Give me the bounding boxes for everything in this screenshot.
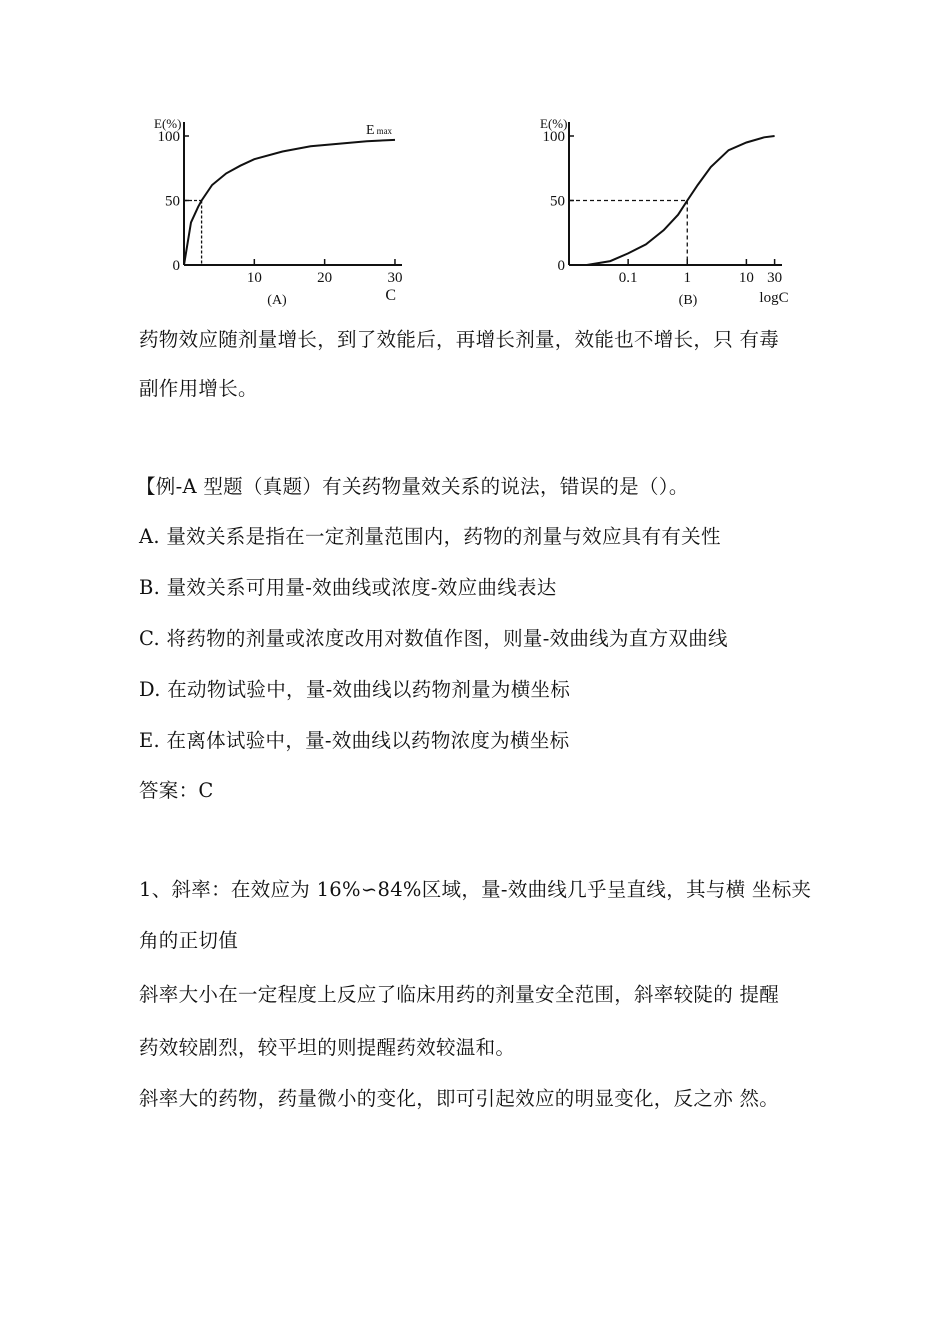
- option-e: E. 在离体试验中，量-效曲线以药物浓度为横坐标: [139, 729, 570, 752]
- figure-b-svg: [528, 118, 798, 313]
- figure-b-y-tick-label: 50: [550, 193, 565, 210]
- answer: 答案：C: [139, 779, 214, 802]
- figure-a-y-tick-label: 0: [172, 258, 180, 274]
- figure-a-panel-label: (A): [267, 293, 287, 308]
- figure-a-curve-label: Emax: [366, 123, 393, 138]
- option-a: A. 量效关系是指在一定剂量范围内，药物的剂量与效应具有有关性: [139, 525, 721, 548]
- figure-a: [140, 118, 420, 313]
- slope-note-line-2: 药效较剧烈，较平坦的则提醒药效较温和。: [139, 1036, 516, 1059]
- figure-a-x-tick-label: 30: [387, 270, 403, 286]
- figure-a-x-label: C: [385, 287, 396, 304]
- figure-a-y-tick-label: 50: [165, 193, 180, 210]
- figure-b: [528, 118, 798, 313]
- figure-a-curve: [184, 140, 395, 265]
- figure-a-svg: [140, 118, 420, 313]
- figure-b-x-tick-label: 10: [738, 270, 754, 286]
- figure-b-x-tick-label: 30: [767, 270, 783, 286]
- paragraph-1-line-1: 药物效应随剂量增长，到了效能后，再增长剂量，效能也不增长，只 有毒: [139, 328, 780, 351]
- figure-b-x-label: logC: [759, 290, 789, 306]
- figure-b-y-tick-label: 100: [542, 129, 565, 145]
- figure-a-x-tick-label: 20: [317, 270, 333, 286]
- figure-b-x-tick-label: 1: [683, 270, 692, 286]
- option-b: B. 量效关系可用量-效曲线或浓度-效应曲线表达: [139, 576, 557, 599]
- figure-a-y-axis-label: E(%): [154, 118, 182, 131]
- option-c: C. 将药物的剂量或浓度改用对数值作图，则量-效曲线为直方双曲线: [139, 627, 728, 650]
- figure-b-y-tick-label: 0: [557, 258, 565, 274]
- figure-b-panel-label: (B): [678, 293, 698, 308]
- option-d: D. 在动物试验中，量-效曲线以药物剂量为横坐标: [139, 678, 571, 701]
- figure-a-y-tick-label: 100: [157, 129, 180, 145]
- figure-a-x-tick-label: 10: [246, 270, 262, 286]
- slope-definition-line-2: 角的正切值: [139, 929, 239, 952]
- slope-note-line-3: 斜率大的药物，药量微小的变化，即可引起效应的明显变化，反之亦 然。: [139, 1087, 780, 1110]
- slope-definition-line-1: 1、斜率：在效应为 16%∽84%区域，量-效曲线几乎呈直线，其与横 坐标夹: [139, 878, 812, 901]
- question-title: 【例-A 型题（真题）有关药物量效关系的说法，错误的是（）。: [136, 475, 689, 498]
- paragraph-1-line-2: 副作用增长。: [139, 377, 258, 400]
- figure-b-y-axis-label: E(%): [540, 118, 568, 131]
- slope-note-line-1: 斜率大小在一定程度上反应了临床用药的剂量安全范围，斜率较陡的 提醒: [139, 983, 780, 1006]
- figure-b-x-tick-label: 0.1: [618, 270, 638, 286]
